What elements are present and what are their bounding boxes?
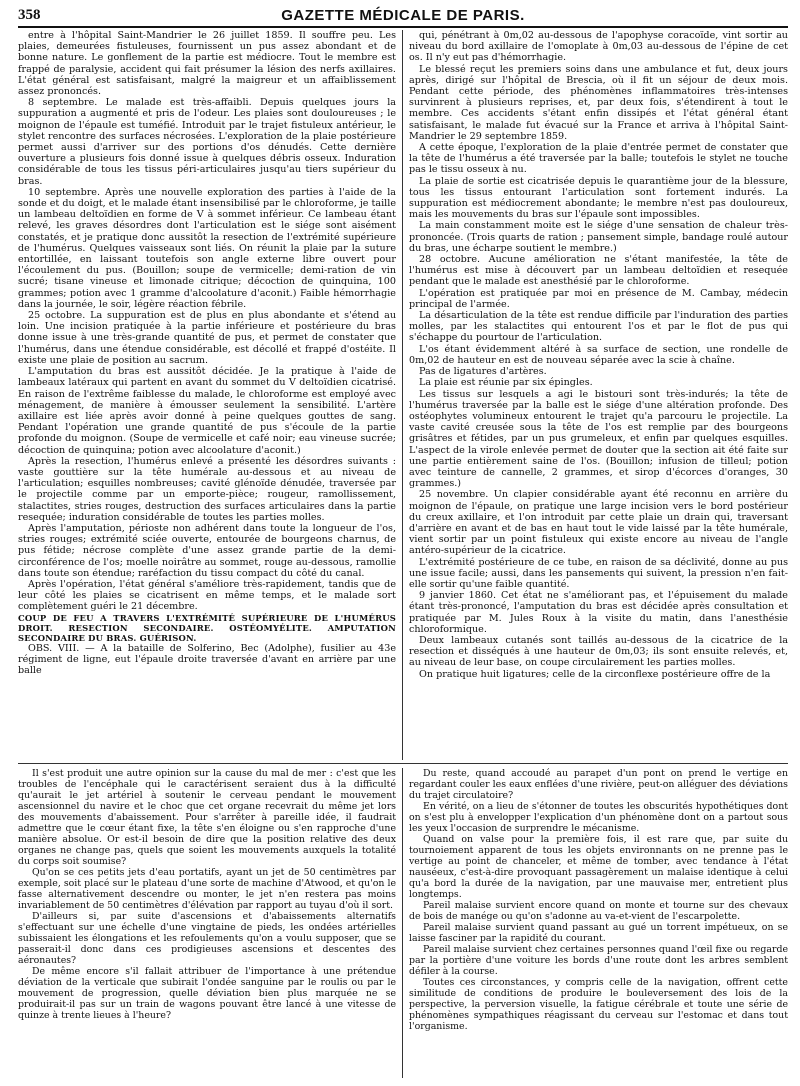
paragraph: Après l'opération, l'état général s'améliore très-rapidement, tandis que de leur côté les plaies se cicatrisent en même temps, et le malade sort complètement guéri le 21 décembre. bbox=[18, 578, 396, 613]
paragraph: L'extrémité postérieure de ce tube, en raison de sa déclivité, donne au pus une issue facile; aussi, dans les pansements qui suivent, la pression n'en fait-elle sortir qu'une faible quantité. bbox=[409, 556, 788, 590]
paragraph: La main constamment moite est le siége d'une sensation de chaleur très-prononcée. (Trois quarts de ration ; pansement simple, bandage roulé autour du bras, une écharpe soutient le membre.) bbox=[409, 220, 788, 254]
paragraph: 8 septembre. Le malade est très-affaibli. Depuis quelques jours la suppuration a augmenté et pris de l'odeur. Les plaies sont douloureuses ; le moignon de l'épaule est tuméfié. Introduit par le trajet fistuleux antérieur, le stylet rencontre des surfaces nécrosées. L'exploration de la plaie postérieure permet aussi d'arriver sur des portions d'os dénudés. Cette dernière ouverture a plusieurs fois donné issue à quelques débris osseux. Induration considérable de tous les tissus péri-articulaires jusqu'au tiers supérieur du bras. bbox=[18, 97, 396, 187]
paragraph: Pareil malaise survient chez certaines personnes quand l'œil fixe ou regarde par la portière d'une voiture les bords d'une route dont les arbres semblent défiler à la course. bbox=[409, 944, 788, 977]
paragraph: Il s'est produit une autre opinion sur la cause du mal de mer : c'est que les troubles de l'encéphale qui le caractérisent seraient dus à la difficulté qu'aurait le jet artériel à soutenir le cerveau pendant le mouvement ascensionnel du navire et le choc que cet organe recevrait du même jet lors des mouvements d'abaissement. Pour s'arrêter à pareille idée, il faudrait admettre que le cœur étant fixe, la tête s'en éloigne ou s'en rapproche d'une manière absolue. Or est-il besoin de dire que la position relative des deux organes ne change pas, quels que soient les mouvements auxquels la totalité du corps soit soumise? bbox=[18, 768, 396, 867]
paragraph: 25 novembre. Un clapier considérable ayant été reconnu en arrière du moignon de l'épaule, on pratique une large incision vers le bord postérieur du creux axillaire, et l'on introduit par cette plaie un drain qui, traversant d'arrière en avant et de bas en haut tout le vide laissé par la tête humérale, vient sortir par un point fistuleux qui existe encore au niveau de l'angle antéro-supérieur de la cicatrice. bbox=[409, 489, 788, 557]
lower-columns bbox=[18, 768, 788, 1078]
paragraph: L'amputation du bras est aussitôt décidée. Je la pratique à l'aide de lambeaux latéraux qui partent en avant du sommet du V deltoïdien cicatrisé. En raison de l'extrême faiblesse du malade, le chloroforme est employé avec ménagement, de manière à émousser seulement la sensibilité. L'artère axillaire est liée après avoir donné à peine quelques gouttes de sang. Pendant l'opération une grande quantité de pus s'écoule de la partie profonde du moignon. (Soupe de vermicelle et café noir; eau vineuse sucrée; décoction de quinquina; potion avec alcoolature d'aconit.) bbox=[18, 366, 396, 456]
paragraph: La plaie de sortie est cicatrisée depuis le quarantième jour de la blessure, tous les tissus entourant l'articulation sont fortement indurés. La suppuration est médiocrement abondante; le membre n'est pas douloureux, mais les mouvements du bras sur l'épaule sont impossibles. bbox=[409, 175, 788, 221]
journal-title: GAZETTE MÉDICALE DE PARIS. bbox=[281, 7, 525, 24]
paragraph: Quand on valse pour la première fois, il est rare que, par suite du tournoiement apparent de tous les objets environnants on ne prenne pas le vertige au point de chanceler, et même de tomber, avec tendance à l'état nauséeux, c'est-à-dire provoquant passagèrement un malaise identique à celui qu'a bord la durée de la navigation, par une mauvaise mer, entretient plus longtemps. bbox=[409, 834, 788, 900]
paragraph: L'os étant évidemment altéré à sa surface de section, une rondelle de 0m,02 de hauteur en est de nouveau séparée avec la scie à chaîne. bbox=[409, 343, 788, 366]
paragraph: Le blessé reçut les premiers soins dans une ambulance et fut, deux jours après, dirigé sur l'hôpital de Brescia, où il fit un séjour de deux mois. Pendant cette période, des phénomènes inflammatoires très-intenses survinrent à plusieurs reprises, et, par deux fois, s'étendirent à tout le membre. Ces accidents s'étant enfin dissipés et l'état général étant satisfaisant, le malade fut évacué sur la France et arriva à l'hôpital Saint-Mandrier le 29 septembre 1859. bbox=[409, 63, 788, 142]
paragraph: Après la resection, l'humérus enlevé a présenté les désordres suivants : vaste gouttière sur la tête humérale au-dessous et au niveau de l'articulation; esquilles nombreuses; cavité glénoïde dénudée, traversée par le projectile comme par un emporte-pièce; rougeur, ramollissement, stalactites, stries rouges, destruction des surfaces articulaires dans la partie resequée; induration considérable de toutes les parties molles. bbox=[18, 455, 396, 523]
paragraph: entre à l'hôpital Saint-Mandrier le 26 juillet 1859. Il souffre peu. Les plaies, demeurées fistuleuses, fournissent un pus assez abondant et de bonne nature. Le gonflement de la partie est médiocre. Tout le membre est frappé de paralysie, accident qui fait présumer la lésion des nerfs axillaires. L'état général est satisfaisant, malgré la maigreur et un affaiblissement assez prononcés. bbox=[18, 30, 396, 98]
feuilleton-divider bbox=[18, 763, 788, 764]
paragraph: En vérité, on a lieu de s'étonner de toutes les obscurités hypothétiques dont on s'est plu à envelopper l'explication d'un phénomène dont on a partout sous les yeux l'occasion de surprendre le mécanisme. bbox=[409, 801, 788, 834]
paragraph: Pareil malaise survient quand passant au gué un torrent impétueux, on se laisse fasciner par la rapidité du courant. bbox=[409, 922, 788, 944]
paragraph: Du reste, quand accoudé au parapet d'un pont on prend le vertige en regardant couler les eaux enflées d'une rivière, peut-on alléguer des déviations du trajet circulatoire? bbox=[409, 768, 788, 801]
section-heading: COUP DE FEU A TRAVERS L'EXTRÉMITÉ SUPÉRIEURE DE L'HUMÉRUS DROIT. RESECTION SECONDAIRE. OSTÉOMYÉLITE. AMPUTATION SECONDAIRE DU BRAS. GUÉRISON. bbox=[18, 612, 396, 643]
paragraph: Deux lambeaux cutanés sont taillés au-dessous de la cicatrice de la resection et disséqués à une hauteur de 0m,03; ils sont ensuite relevés, et, au niveau de leur base, on coupe circulairement les parties molles. bbox=[409, 634, 788, 669]
paragraph: D'ailleurs si, par suite d'ascensions et d'abaissements alternatifs s'effectuant sur une échelle d'une vingtaine de pieds, les ondées artérielles subissaient les élongations et les refoulements qu'on a voulu supposer, que se passerait-il donc dans ces prodigieuses ascensions et descentes des aéronautes? bbox=[18, 911, 396, 966]
paragraph: De même encore s'il fallait attribuer de l'importance à une prétendue déviation de la verticale que subirait l'ondée sanguine par le roulis ou par le mouvement de progression, quelle déviation bien plus marquée ne se produirait-il pas sur un train de wagons pouvant être lancé à une vitesse de quinze à trente lieues à l'heure? bbox=[18, 966, 396, 1021]
paragraph: On pratique huit ligatures; celle de la circonflexe postérieure offre de la bbox=[419, 668, 771, 680]
paragraph: La plaie est réunie par six épingles. bbox=[419, 377, 593, 389]
page-header bbox=[18, 6, 788, 28]
upper-columns bbox=[18, 30, 788, 760]
page-number: 358 bbox=[18, 7, 41, 23]
paragraph: 25 octobre. La suppuration est de plus en plus abondante et s'étend au loin. Une incision pratiquée à la partie inférieure et postérieure du bras donne issue à une très-grande quantité de pus, et permet de constater que l'humérus, dans une étendue considérable, est décollé et frappé d'ostéite. Il existe une plaie de position au sacrum. bbox=[18, 310, 396, 366]
newspaper-page bbox=[18, 6, 788, 1080]
paragraph: Qu'on se ces petits jets d'eau portatifs, ayant un jet de 50 centimètres par exemple, soit placé sur le plateau d'une sorte de machine d'Atwood, et qu'on le fasse alternativement descendre ou monter, le jet n'en restera pas moins invariablement de 50 centimètres d'élévation par rapport au tuyau d'où il sort. bbox=[18, 867, 396, 911]
paragraph: 28 octobre. Aucune amélioration ne s'étant manifestée, la tête de l'humérus est mise à découvert par un lambeau deltoïdien et resequée pendant que le malade est anesthésié par le chloroforme. bbox=[409, 254, 788, 288]
paragraph: L'opération est pratiquée par moi en présence de M. Cambay, médecin principal de l'armée. bbox=[409, 287, 788, 310]
paragraph: La désarticulation de la tête est rendue difficile par l'induration des parties molles, par les stalactites qui entourent l'os et par le flot de pus qui s'échappe du pourtour de l'articulation. bbox=[409, 310, 788, 344]
observation-paragraph: OBS. VIII. — A la bataille de Solferino, Bec (Adolphe), fusilier au 43e régiment de ligne, eut l'épaule droite traversée d'avant en arrière par une balle bbox=[18, 642, 396, 676]
upper-left-column bbox=[18, 30, 403, 760]
paragraph: 10 septembre. Après une nouvelle exploration des parties à l'aide de la sonde et du doigt, et le malade étant insensibilisé par le chloroforme, je taille un lambeau deltoïdien en forme de V à sommet inférieur. Ce lambeau étant relevé, les graves désordres dont l'articulation est le siége sont aisément constatés, et je pratique donc aussitôt la resection de l'extrémité supérieure de l'humérus. Quelques vaisseaux sont liés. On réunit la plaie par la suture entortillée, en laissant toutefois son angle externe libre ouvert pour l'écoulement du pus. (Bouillon; soupe de vermicelle; demi-ration de vin sucré; tisane vineuse et limonade citrique; décoction de quinquina, 100 grammes; potion avec 1 gramme d'alcoolature d'aconit.) Faible hémorrhagie dans la journée, le soir, légère réaction fébrile. bbox=[18, 186, 396, 310]
lower-left-column bbox=[18, 768, 403, 1078]
paragraph: qui, pénétrant à 0m,02 au-dessous de l'apophyse coracoïde, vint sortir au niveau du bord axillaire de l'omoplate à 0m,03 au-dessous de l'épine de cet os. Il n'y eut pas d'hémorrhagie. bbox=[409, 30, 788, 64]
paragraph: 9 janvier 1860. Cet état ne s'améliorant pas, et l'épuisement du malade étant très-prononcé, l'amputation du bras est décidée après consultation et pratiquée par M. Jules Roux à la visite du matin, dans l'anesthésie chloroformique. bbox=[409, 590, 788, 635]
lower-right-column bbox=[403, 768, 788, 1078]
paragraph: Pareil malaise survient encore quand on monte et tourne sur des chevaux de bois de manége ou qu'on s'adonne au va-et-vient de l'escarpolette. bbox=[409, 900, 788, 922]
paragraph: Toutes ces circonstances, y compris celle de la navigation, offrent cette similitude de conditions de produire le bouleversement des lois de la perspective, la perversion visuelle, la fatigue cérébrale et toute une série de phénomènes sympathiques réagissant du cerveau sur l'estomac et dans tout l'organisme. bbox=[409, 977, 788, 1032]
paragraph: Les tissus sur lesquels a agi le bistouri sont très-indurés; la tête de l'humérus traversée par la balle est le siége d'une altération profonde. Des ostéophytes volumineux entourent le trajet qu'a parcouru le projectile. La vaste cavité creusée sous la tête de l'os est remplie par des bourgeons grisâtres et fétides, par un pus grumeleux, et enfin par quelques esquilles. L'aspect de la virole enlevée permet de douter que la section ait été faite sur une partie entièrement saine de l'os. (Bouillon; infusion de tilleul; potion avec teinture de cannelle, 2 grammes, et sirop d'écorces d'oranges, 30 grammes.) bbox=[409, 388, 788, 490]
paragraph: Après l'amputation, périoste non adhérent dans toute la longueur de l'os, stries rouges; extrémité sciée ouverte, entourée de bourgeons charnus, de pus fétide; nécrose complète d'une assez grande partie de la demi-circonférence de l'os; moelle noirâtre au sommet, rouge au-dessous, ramollie dans toute son étendue; raréfaction du tissu compact du côté du canal. bbox=[18, 522, 396, 579]
paragraph: Pas de ligatures d'artères. bbox=[419, 366, 547, 378]
paragraph: A cette époque, l'exploration de la plaie d'entrée permet de constater que la tête de l'humérus a été traversée par la balle; toutefois le stylet ne touche pas le tissu osseux à nu. bbox=[409, 142, 788, 176]
upper-right-column bbox=[403, 30, 788, 760]
